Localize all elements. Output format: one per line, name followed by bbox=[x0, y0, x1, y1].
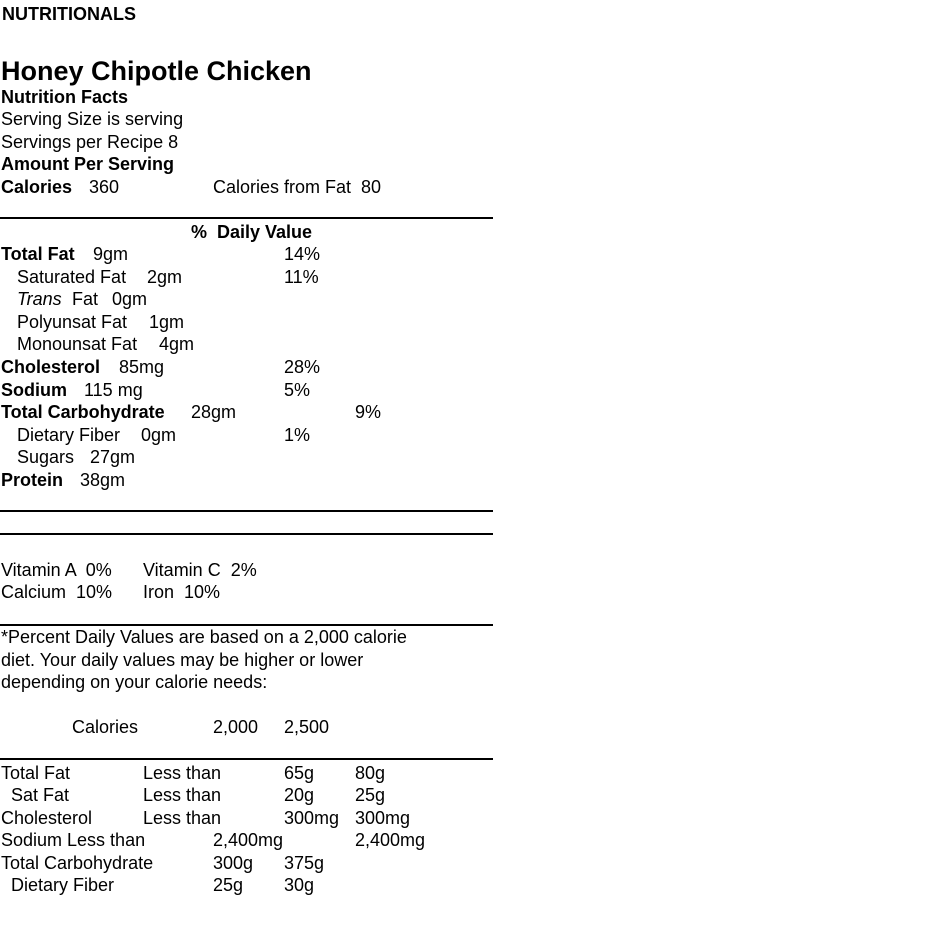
nutrient-label: Monounsat Fat bbox=[17, 334, 138, 354]
calcium: Calcium 10% bbox=[1, 582, 113, 602]
servings-per-recipe: Servings per Recipe 8 bbox=[1, 132, 179, 152]
nutrient-label: Saturated Fat bbox=[17, 267, 127, 287]
nutrient-amount: 0gm bbox=[141, 425, 177, 445]
reference-row-2000: 65g bbox=[284, 763, 315, 783]
reference-row-2000: 300mg bbox=[284, 808, 340, 828]
reference-row-2500: 25g bbox=[355, 785, 386, 805]
reference-row-2000: 2,400mg bbox=[213, 830, 284, 850]
reference-row-2500: 2,400mg bbox=[355, 830, 426, 850]
nutrient-amount: 2gm bbox=[147, 267, 183, 287]
recipe-title: Honey Chipotle Chicken bbox=[1, 56, 312, 86]
divider bbox=[0, 758, 493, 760]
nutrient-label: Polyunsat Fat bbox=[17, 312, 128, 332]
divider bbox=[0, 533, 493, 535]
vitamin-c: Vitamin C 2% bbox=[143, 560, 257, 580]
reference-row-2000: 25g bbox=[213, 875, 244, 895]
nutrient-label: Sugars bbox=[17, 447, 75, 467]
iron: Iron 10% bbox=[143, 582, 221, 602]
reference-row-2000: 20g bbox=[284, 785, 315, 805]
nutrient-daily-value: 14% bbox=[284, 244, 321, 264]
nutrient-amount: 115 mg bbox=[84, 380, 143, 400]
nutrient-label: Trans bbox=[17, 289, 62, 309]
reference-row-label: Total Carbohydrate bbox=[1, 853, 154, 873]
nutrient-label: Total Carbohydrate bbox=[1, 402, 165, 422]
divider bbox=[0, 217, 493, 219]
footnote-line: diet. Your daily values may be higher or lower bbox=[1, 650, 364, 670]
reference-col-2000: 2,000 bbox=[213, 717, 259, 737]
nutrient-label: Protein bbox=[1, 470, 64, 490]
calories-label: Calories bbox=[1, 177, 73, 197]
reference-row-qualifier: Less than bbox=[143, 763, 222, 783]
nutrient-amount: 28gm bbox=[191, 402, 237, 422]
reference-row-2500: 80g bbox=[355, 763, 386, 783]
reference-row-label: Sat Fat bbox=[1, 785, 70, 805]
vitamin-a: Vitamin A 0% bbox=[1, 560, 112, 580]
nutrient-daily-value: 5% bbox=[284, 380, 311, 400]
reference-row-label: Cholesterol bbox=[1, 808, 93, 828]
nutrient-daily-value: 1% bbox=[284, 425, 311, 445]
reference-row-qualifier: Less than bbox=[143, 785, 222, 805]
calories-value: 360 bbox=[89, 177, 120, 197]
nutrient-daily-value: 28% bbox=[284, 357, 321, 377]
reference-calories-label: Calories bbox=[72, 717, 139, 737]
nutrient-amount: 9gm bbox=[93, 244, 129, 264]
nutrient-amount: 38gm bbox=[80, 470, 126, 490]
reference-row-label: Total Fat bbox=[1, 763, 71, 783]
nutrient-amount: 0gm bbox=[112, 289, 148, 309]
nutrient-label: Dietary Fiber bbox=[17, 425, 121, 445]
nutrient-label: Cholesterol bbox=[1, 357, 101, 377]
amount-per-serving: Amount Per Serving bbox=[1, 154, 175, 174]
reference-row-2500: 30g bbox=[284, 875, 315, 895]
calories-from-fat: Calories from Fat 80 bbox=[213, 177, 382, 197]
footnote-line: depending on your calorie needs: bbox=[1, 672, 268, 692]
nutrient-daily-value: 11% bbox=[284, 267, 319, 287]
nutrient-amount: 4gm bbox=[159, 334, 195, 354]
nutrient-amount: 27gm bbox=[90, 447, 136, 467]
section-title: NUTRITIONALS bbox=[2, 4, 136, 24]
nutrient-label: Total Fat bbox=[1, 244, 75, 264]
serving-size: Serving Size is serving bbox=[1, 109, 184, 129]
reference-col-2500: 2,500 bbox=[284, 717, 330, 737]
daily-value-heading: % Daily Value bbox=[191, 222, 313, 242]
nutrient-amount: 85mg bbox=[119, 357, 165, 377]
footnote-line: *Percent Daily Values are based on a 2,000 calorie bbox=[1, 627, 407, 647]
nutrient-label-suffix: Fat bbox=[72, 289, 99, 309]
divider bbox=[0, 510, 493, 512]
nutrient-daily-value: 9% bbox=[355, 402, 382, 422]
nutrient-amount: 1gm bbox=[149, 312, 185, 332]
reference-row-qualifier: Less than bbox=[143, 808, 222, 828]
reference-row-2500: 375g bbox=[284, 853, 325, 873]
reference-row-label: Sodium Less than bbox=[1, 830, 146, 850]
reference-row-label: Dietary Fiber bbox=[1, 875, 115, 895]
nutrition-facts-title: Nutrition Facts bbox=[1, 87, 129, 107]
reference-row-2500: 300mg bbox=[355, 808, 411, 828]
reference-row-2000: 300g bbox=[213, 853, 254, 873]
nutrient-label: Sodium bbox=[1, 380, 67, 400]
